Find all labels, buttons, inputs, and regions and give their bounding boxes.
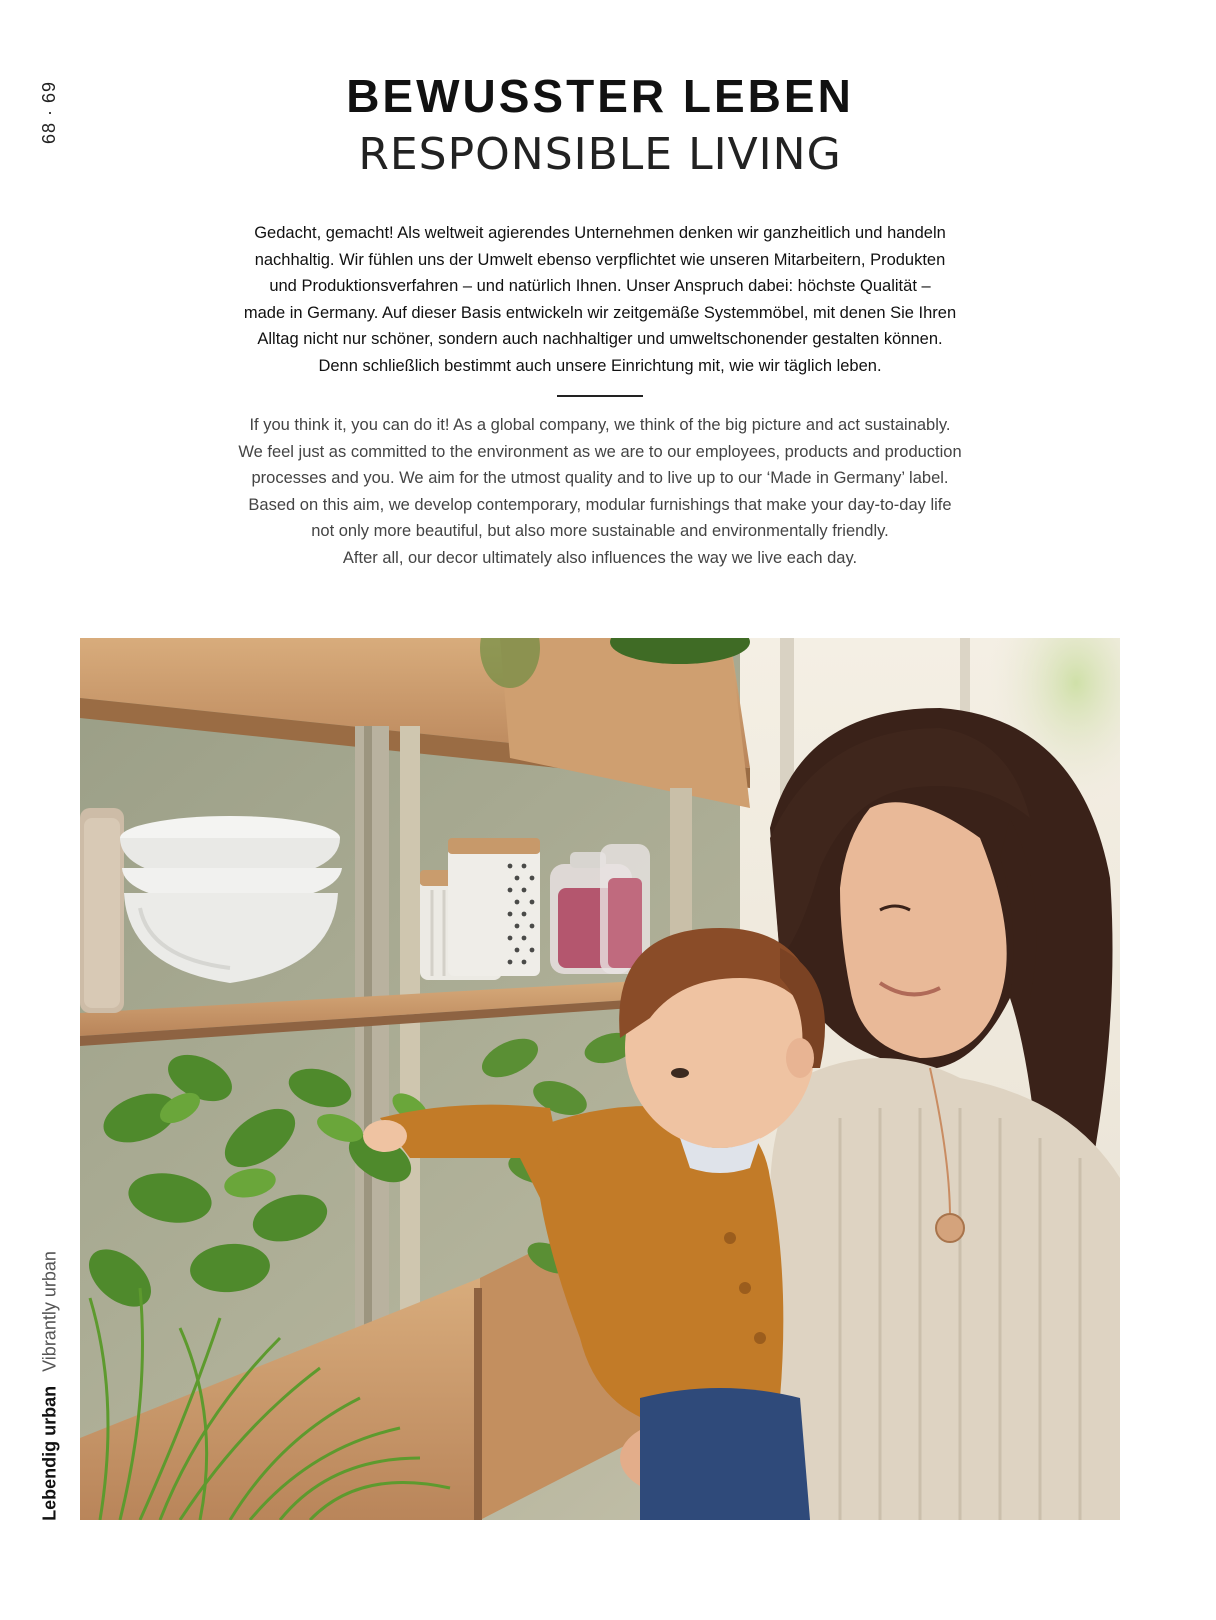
body-line: made in Germany. Auf dieser Basis entwickeln wir zeitgemäße Systemmöbel, mit denen Sie Ihren bbox=[243, 303, 957, 322]
body-line: Alltag nicht nur schöner, sondern auch nachhaltiger und umweltschonender gestalten können. bbox=[257, 330, 943, 348]
kitchen-herb-shelf-photo bbox=[80, 638, 1120, 1520]
body-line: not only more beautiful, but also more sustainable and environmentally friendly. bbox=[311, 522, 889, 540]
section-label-en: Vibrantly urban bbox=[39, 1251, 60, 1372]
body-line: Gedacht, gemacht! Als weltweit agierendes Unternehmen denken wir ganzheitlich und handeln bbox=[254, 224, 946, 242]
body-line: nachhaltig. Wir fühlen uns der Umwelt ebenso verpflichtet wie unseren Mitarbeitern, Produkten bbox=[254, 250, 946, 269]
divider bbox=[557, 395, 643, 397]
body-line: If you think it, you can do it! As a global company, we think of the big picture and act sustainably. bbox=[249, 416, 951, 434]
body-line: und Produktionsverfahren – und natürlich Ihnen. Unser Anspruch dabei: höchste Qualität – bbox=[269, 277, 931, 295]
title-english: RESPONSIBLE LIVING bbox=[358, 129, 842, 180]
body-text-german bbox=[190, 220, 1010, 379]
page-number-text: 68 · 69 bbox=[39, 80, 60, 144]
page-number bbox=[20, 78, 80, 146]
body-line: Based on this aim, we develop contemporary, modular furnishings that make your day-to-day life bbox=[248, 495, 952, 514]
body-line: Denn schließlich bestimmt auch unsere Einrichtung mit, wie wir täglich leben. bbox=[318, 356, 882, 375]
body-line: We feel just as committed to the environment as we are to our employees, products and production bbox=[238, 442, 962, 461]
body-line: processes and you. We aim for the utmost quality and to live up to our ‘Made in Germany’ label. bbox=[251, 469, 949, 487]
title-german: BEWUSSTER LEBEN bbox=[346, 70, 854, 122]
body-line: After all, our decor ultimately also influences the way we live each day. bbox=[342, 548, 858, 567]
body-text-english bbox=[180, 412, 1020, 571]
section-label-de: Lebendig urban bbox=[39, 1385, 60, 1521]
page-title bbox=[200, 68, 1000, 184]
